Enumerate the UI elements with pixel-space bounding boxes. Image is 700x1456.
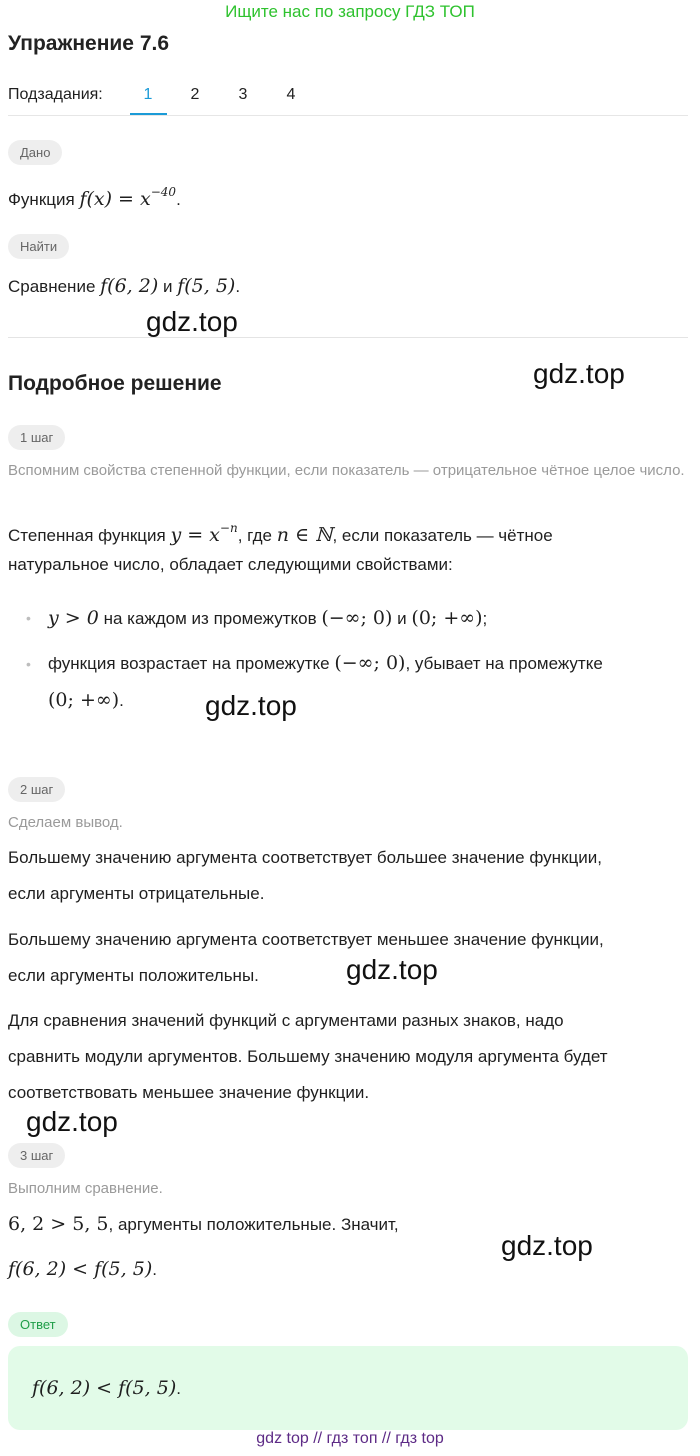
step3-line1 — [8, 1206, 399, 1243]
given-formula: f(x) = x — [79, 188, 151, 210]
watermark: gdz.top — [346, 954, 438, 985]
find-f2: f(5, 5) — [177, 275, 236, 297]
answer-end: . — [176, 1379, 181, 1398]
tab-4[interactable]: 4 — [286, 86, 296, 103]
top-banner[interactable]: Ищите нас по запросу ГДЗ ТОП — [225, 2, 475, 21]
step2-p3a: Для сравнения значений функций с аргументами разных знаков, надо — [8, 1011, 564, 1030]
step2-p1b: если аргументы отрицательные. — [8, 884, 265, 903]
bullet2-math1: (−∞; 0) — [334, 652, 406, 674]
given-suffix: . — [176, 190, 181, 209]
answer-header — [8, 1312, 68, 1337]
bullet1-text1: на каждом из промежутков — [103, 609, 317, 628]
find-text — [8, 268, 240, 305]
answer-math: f(6, 2) < f(5, 5) — [32, 1377, 177, 1399]
step1-line1-formula: y = x — [170, 524, 220, 546]
step1-pill: 1 шаг — [8, 425, 65, 450]
step2-p1a: Большему значению аргумента соответствует большее значение функции, — [8, 848, 602, 867]
step1-line1-exp: −n — [219, 521, 238, 535]
section-divider — [8, 337, 688, 338]
active-tab-indicator — [130, 113, 167, 115]
step2-p2b: если аргументы положительны. — [8, 966, 259, 985]
bullet-dot: • — [26, 656, 31, 672]
find-section — [8, 234, 69, 259]
bullet2-math2: (0; +∞) — [48, 689, 120, 711]
step1-bullet1 — [48, 600, 698, 637]
given-section — [8, 140, 62, 165]
step2-pill: 2 шаг — [8, 777, 65, 802]
step1-line1-suffix: , если показатель — чётное — [332, 526, 553, 545]
step3-hint: Выполним сравнение. — [8, 1180, 163, 1197]
step2-hint: Сделаем вывод. — [8, 814, 123, 831]
step1-header — [8, 425, 65, 450]
bullet2-text2: , убывает на промежутке — [405, 654, 603, 673]
step1-bullet2-line1 — [48, 645, 698, 682]
find-suffix: . — [235, 277, 241, 296]
step1-line1-n: n ∈ ℕ — [276, 524, 333, 546]
find-f1: f(6, 2) — [100, 275, 159, 297]
step3-line2 — [8, 1251, 157, 1288]
step3-header — [8, 1143, 65, 1168]
find-prefix: Сравнение — [8, 277, 96, 296]
step2-p2a: Большему значению аргумента соответствует меньшее значение функции, — [8, 930, 604, 949]
find-pill: Найти — [8, 234, 69, 259]
bullet1-math1: y > 0 — [48, 607, 99, 629]
bullet1-math3: (0; +∞) — [411, 607, 483, 629]
watermark: gdz.top — [26, 1106, 118, 1137]
step1-line1-prefix: Степенная функция — [8, 526, 166, 545]
tabs-divider — [8, 115, 688, 116]
bullet1-math2: (−∞; 0) — [321, 607, 393, 629]
step3-line1-text: , аргументы положительные. Значит, — [108, 1215, 399, 1234]
tab-1[interactable]: 1 — [143, 86, 153, 103]
watermark: gdz.top — [533, 358, 625, 389]
given-text — [8, 174, 181, 218]
step1-line1-mid: , где — [237, 526, 272, 545]
answer-text — [32, 1370, 181, 1407]
tab-3[interactable]: 3 — [238, 86, 248, 103]
step2-p3c: соответствовать меньшее значение функции. — [8, 1083, 370, 1102]
bullet1-text2: и — [397, 609, 407, 628]
subtasks-label: Подзадания: — [8, 86, 103, 103]
step3-pill: 3 шаг — [8, 1143, 65, 1168]
tab-2[interactable]: 2 — [190, 86, 200, 103]
step3-line1-math: 6, 2 > 5, 5 — [8, 1213, 109, 1235]
given-pill: Дано — [8, 140, 62, 165]
watermark: gdz.top — [501, 1230, 593, 1261]
step2-p3b: сравнить модули аргументов. Большему значению модуля аргумента будет — [8, 1047, 608, 1066]
step2-header — [8, 777, 65, 802]
bullet2-end: . — [119, 691, 124, 710]
answer-pill: Ответ — [8, 1312, 68, 1337]
step1-line2: натуральное число, обладает следующими свойствами: — [8, 555, 453, 574]
page-title: Упражнение 7.6 — [8, 32, 170, 55]
step1-hint: Вспомним свойства степенной функции, если показатель — отрицательное чётное целое число. — [8, 462, 685, 479]
footer-links[interactable]: gdz top // гдз топ // гдз top — [256, 1430, 444, 1447]
bullet2-text1: функция возрастает на промежутке — [48, 654, 330, 673]
bullet1-end: ; — [482, 609, 488, 628]
watermark: gdz.top — [205, 690, 297, 721]
watermark: gdz.top — [146, 306, 238, 337]
find-and: и — [163, 277, 173, 296]
step3-line2-end: . — [152, 1260, 157, 1279]
bullet-dot: • — [26, 610, 31, 626]
given-prefix: Функция — [8, 190, 75, 209]
given-exponent: −40 — [150, 185, 177, 199]
solution-heading: Подробное решение — [8, 372, 222, 395]
step3-line2-math: f(6, 2) < f(5, 5) — [8, 1258, 153, 1280]
step1-bullet2-line2 — [48, 682, 124, 719]
